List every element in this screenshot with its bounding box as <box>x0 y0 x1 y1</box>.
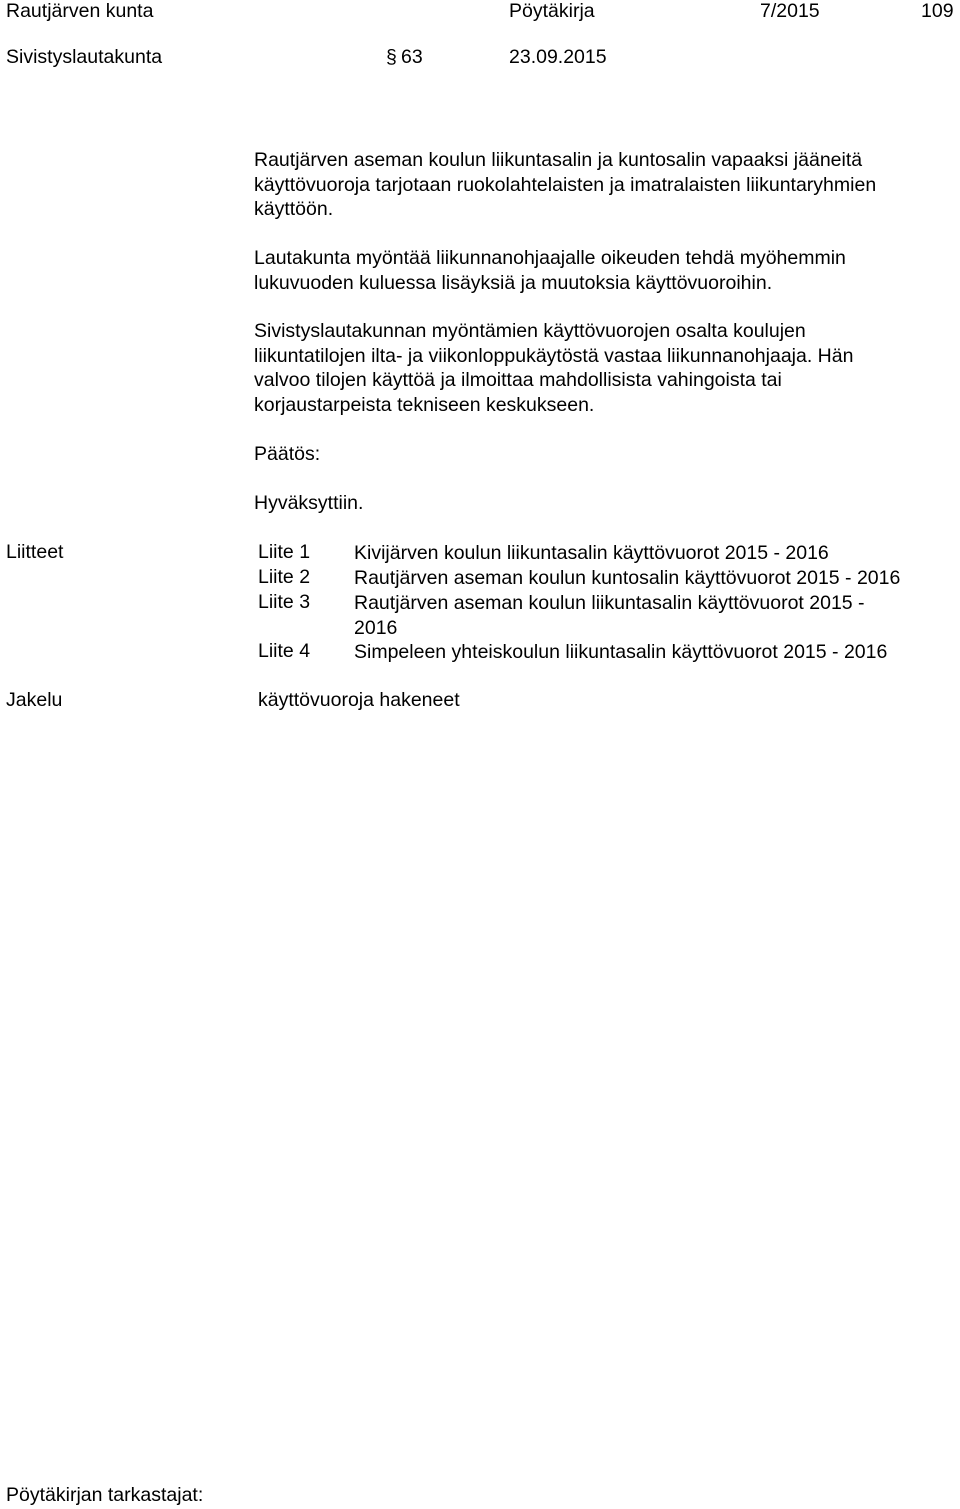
paragraph-line: Sivistyslautakunnan myöntämien käyttövuorojen osalta koulujen <box>254 320 806 342</box>
municipality-name: Rautjärven kunta <box>6 0 154 22</box>
distribution-label: Jakelu <box>6 689 63 711</box>
attachment-title-line: 2016 <box>354 616 398 639</box>
attachment-number: Liite 3 <box>258 591 311 613</box>
attachment-title: Simpeleen yhteiskoulun liikuntasalin käyttövuorot 2015 - 2016 <box>354 641 888 663</box>
paragraph-authorization <box>254 246 934 295</box>
decision-text: Hyväksyttiin. <box>254 492 364 514</box>
paragraph-line: käyttövuoroja tarjotaan ruokolahtelaisten ja imatralaisten liikuntaryhmien <box>254 173 877 196</box>
paragraph-line: lukuvuoden kuluessa lisäyksiä ja muutoksia käyttövuoroihin. <box>254 271 773 294</box>
attachment-title: Rautjärven aseman koulun kuntosalin käyttövuorot 2015 - 2016 <box>354 567 901 589</box>
section-number: 63 <box>401 46 423 68</box>
paragraph-line: Rautjärven aseman koulun liikuntasalin ja kuntosalin vapaaksi jääneitä <box>254 149 863 171</box>
decision-label: Päätös: <box>254 443 321 465</box>
meeting-number: 7/2015 <box>760 0 820 22</box>
paragraph-responsibility <box>254 319 934 417</box>
page-number: 109 <box>921 0 954 22</box>
paragraph-line: valvoo tilojen käyttöä ja ilmoittaa mahdollisista vahingoista tai <box>254 369 782 391</box>
paragraph-line: käyttöön. <box>254 198 334 220</box>
attachment-number: Liite 1 <box>258 541 311 563</box>
paragraph-line: Lautakunta myöntää liikunnanohjaajalle oikeuden tehdä myöhemmin <box>254 247 846 269</box>
attachment-number: Liite 4 <box>258 640 311 662</box>
attachments-label: Liitteet <box>6 541 64 563</box>
paragraph-allocation <box>254 148 934 222</box>
reviewers-label: Pöytäkirjan tarkastajat: <box>6 1484 204 1506</box>
meeting-date: 23.09.2015 <box>509 46 607 68</box>
paragraph-line: korjaustarpeista tekniseen keskukseen. <box>254 393 595 416</box>
attachment-title: Kivijärven koulun liikuntasalin käyttövuorot 2015 - 2016 <box>354 542 829 564</box>
committee-name: Sivistyslautakunta <box>6 46 163 68</box>
attachment-title-line: Rautjärven aseman koulun liikuntasalin käyttövuorot 2015 - <box>354 592 865 614</box>
section-symbol: § <box>386 46 397 68</box>
attachment-number: Liite 2 <box>258 566 311 588</box>
paragraph-line: liikuntatilojen ilta- ja viikonloppukäytöstä vastaa liikunnanohjaaja. Hän <box>254 344 854 367</box>
distribution-value: käyttövuoroja hakeneet <box>258 689 460 711</box>
document-type: Pöytäkirja <box>509 0 595 22</box>
attachment-title <box>354 591 865 640</box>
